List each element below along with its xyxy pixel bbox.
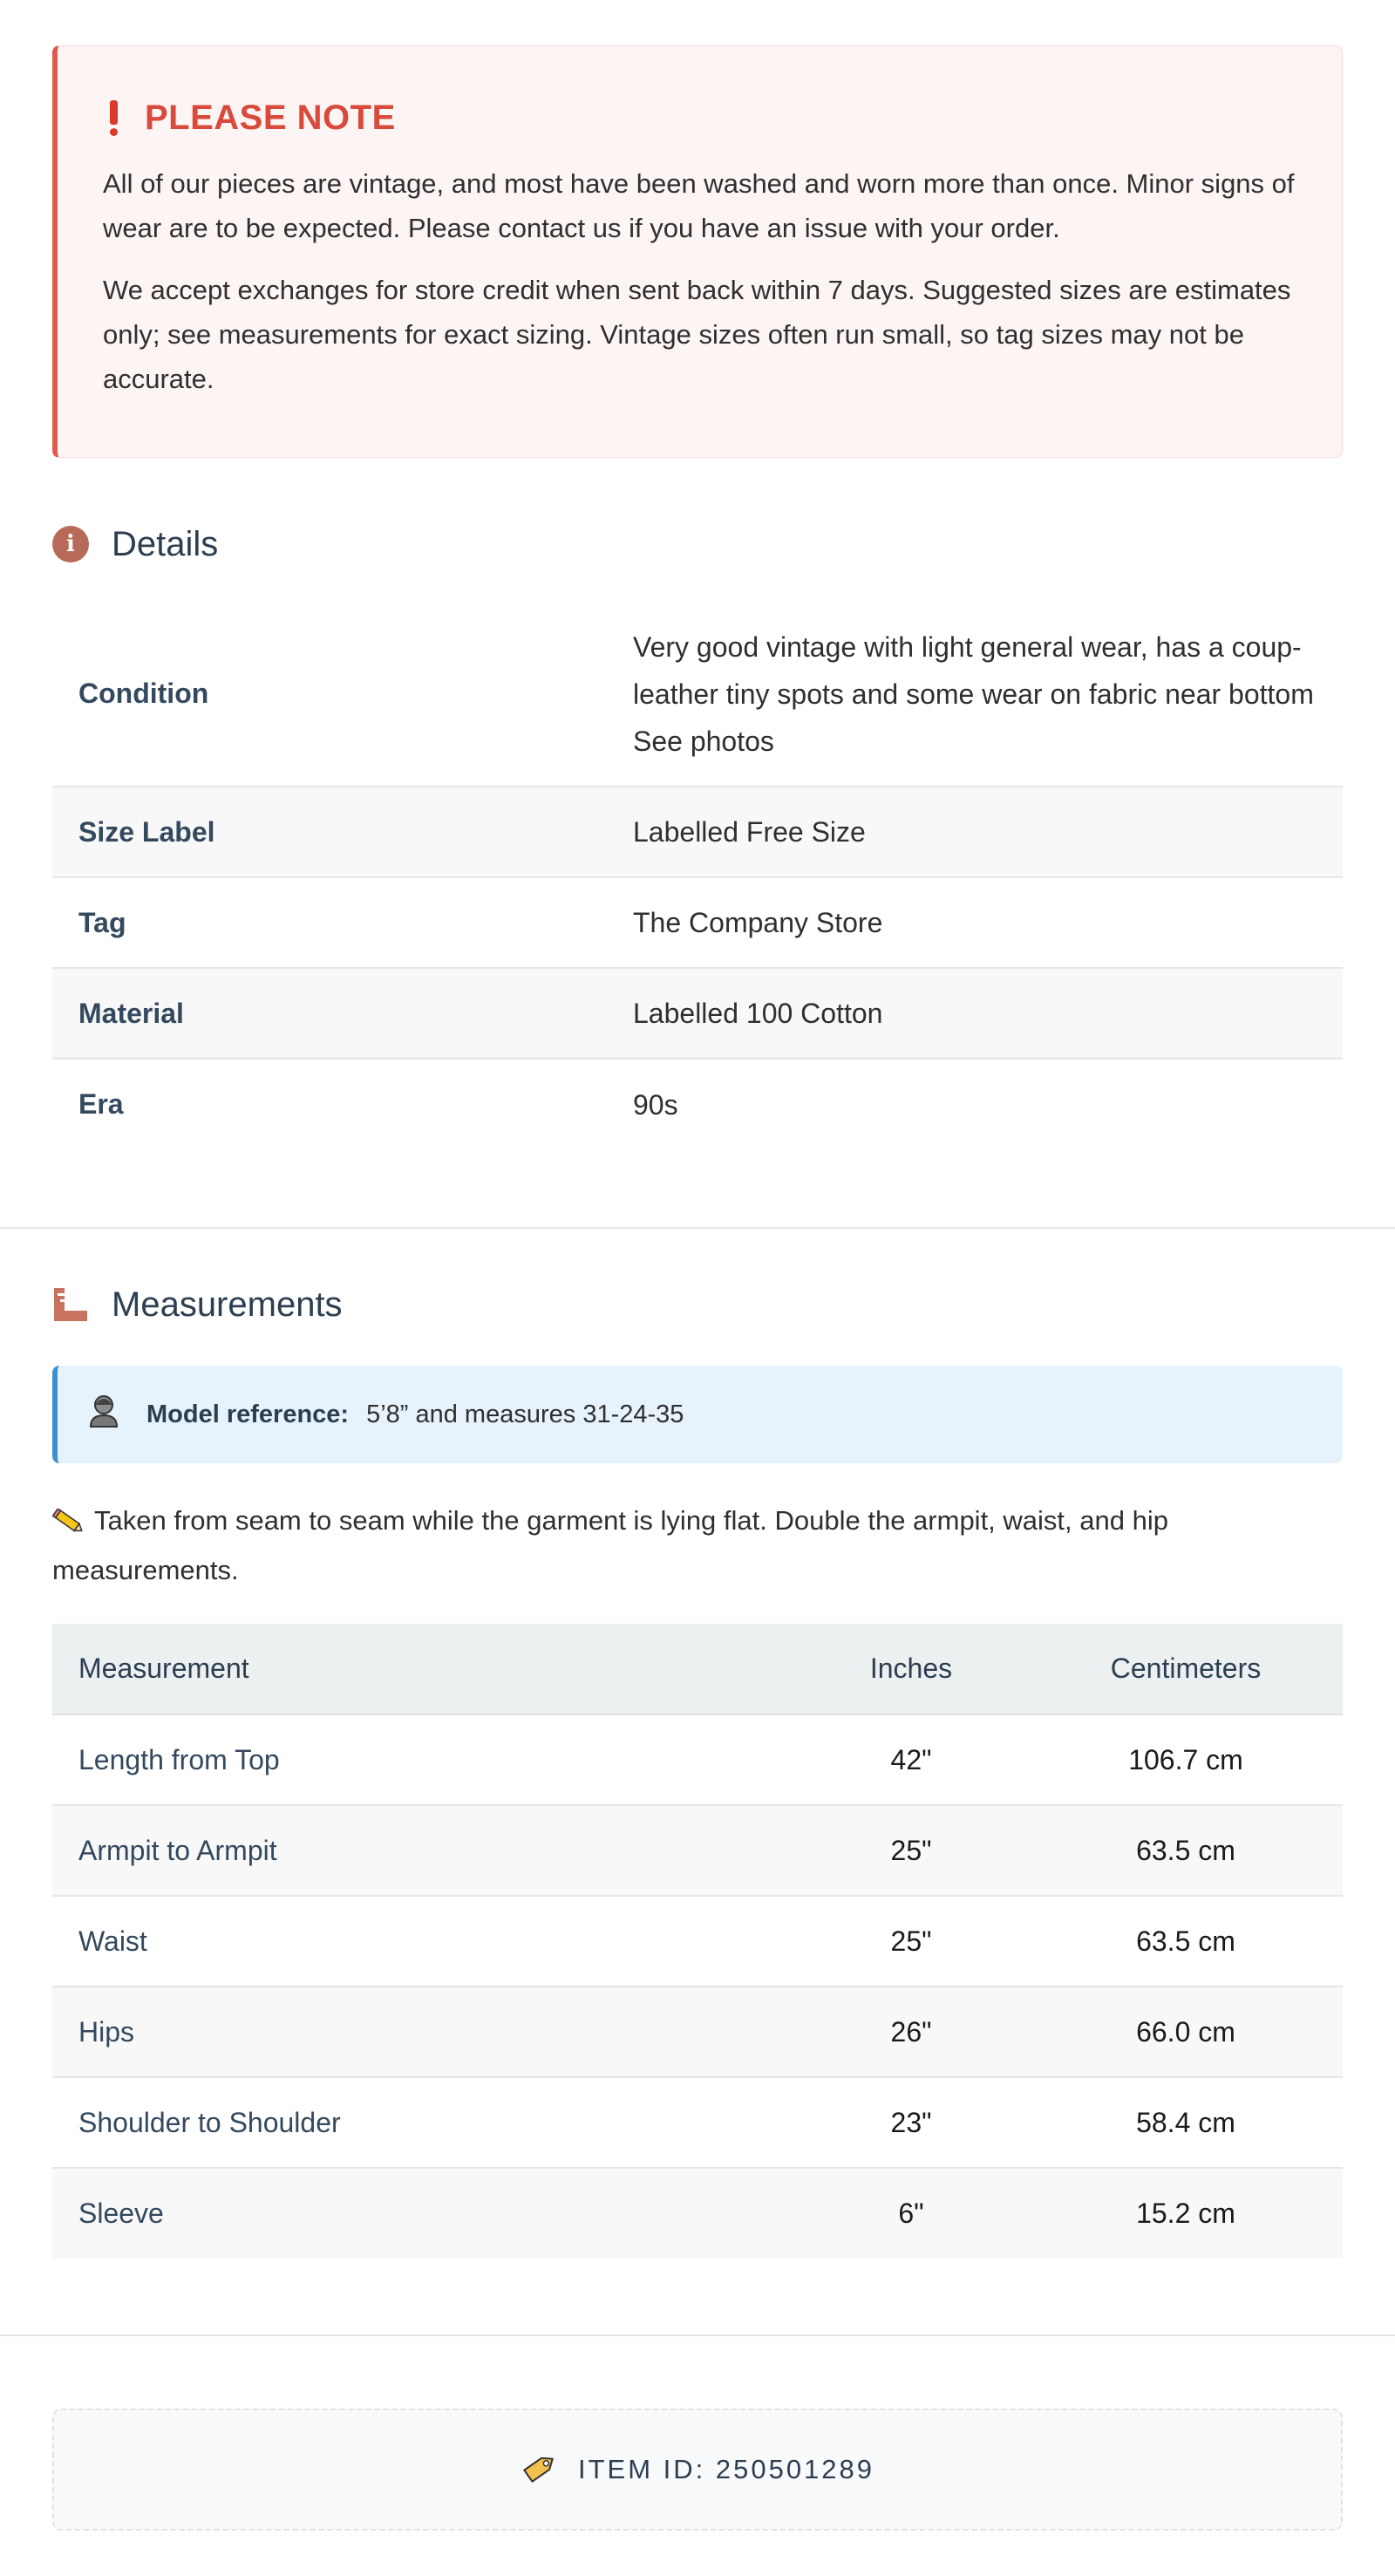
measurement-inches: 6" — [898, 2198, 924, 2229]
details-value: Labelled 100 Cotton — [633, 968, 1343, 1059]
measurement-inches: 25" — [793, 1805, 1029, 1896]
details-label: Tag — [52, 877, 633, 968]
measurement-cm: 63.5 cm — [1029, 1896, 1343, 1987]
table-row — [52, 1896, 1343, 1987]
table-row — [52, 2168, 1343, 2259]
model-reference-label: Model reference: — [146, 1400, 350, 1428]
tag-icon — [521, 2450, 559, 2490]
measurement-name: Length from Top — [52, 1714, 793, 1805]
details-row-size-label — [52, 787, 1343, 877]
details-label: Material — [52, 968, 633, 1059]
model-reference-value: 5’8” and measures 31-24-35 — [366, 1400, 684, 1428]
please-note-box — [52, 45, 1343, 458]
column-header-measurement: Measurement — [52, 1624, 793, 1714]
measurements-header-row — [52, 1624, 1343, 1714]
measurement-inches: 23" — [793, 2077, 1029, 2168]
details-row-era — [52, 1059, 1343, 1149]
notice-title: PLEASE NOTE — [145, 98, 396, 137]
exclamation-icon — [103, 100, 124, 136]
measurement-note — [52, 1498, 1343, 1592]
table-row — [52, 1714, 1343, 1805]
details-label: Era — [78, 1088, 124, 1120]
section-divider — [0, 2334, 1395, 2336]
info-icon: i — [52, 526, 89, 562]
measurement-name: Waist — [52, 1896, 793, 1987]
details-row-tag — [52, 877, 1343, 968]
measurement-cm: 106.7 cm — [1029, 1714, 1343, 1805]
measurement-inches: 25" — [793, 1896, 1029, 1987]
item-id-label: ITEM ID: 250501289 — [577, 2454, 875, 2484]
table-row — [52, 2077, 1343, 2168]
details-value: The Company Store — [633, 877, 1343, 968]
measurement-cm: 66.0 cm — [1029, 1987, 1343, 2077]
measurement-cm: 15.2 cm — [1136, 2198, 1235, 2229]
measurement-name: Armpit to Armpit — [52, 1805, 793, 1896]
measurement-cm: 58.4 cm — [1029, 2077, 1343, 2168]
ruler-icon — [52, 1286, 89, 1323]
measurements-header — [52, 1278, 343, 1331]
details-label: Size Label — [52, 787, 633, 877]
measurement-inches: 26" — [793, 1987, 1029, 2077]
details-value: Labelled Free Size — [633, 787, 1343, 877]
notice-header — [103, 97, 1296, 139]
section-divider — [0, 1227, 1395, 1229]
measurement-name: Sleeve — [78, 2198, 164, 2229]
measurement-name: Shoulder to Shoulder — [52, 2077, 793, 2168]
item-id-box — [52, 2409, 1343, 2531]
column-header-inches: Inches — [793, 1624, 1029, 1714]
notice-paragraph-exchanges: We accept exchanges for store credit when sent back within 7 days. Suggested sizes are estimates only; see measurements for exact sizing. Vintage sizes often run small, so tag sizes may not be accurate. — [103, 275, 1291, 394]
details-header — [52, 518, 218, 570]
details-title: Details — [112, 524, 219, 563]
measurement-name: Hips — [52, 1987, 793, 2077]
measurement-inches: 42" — [793, 1714, 1029, 1805]
person-icon — [89, 1394, 119, 1435]
table-row — [52, 1987, 1343, 2077]
details-value: Very good vintage with light general wear, has a coup-leather tiny spots and some wear on fabric near bottom See photos — [633, 602, 1343, 787]
model-reference-box — [52, 1366, 1343, 1463]
measurement-cm: 63.5 cm — [1029, 1805, 1343, 1896]
table-row — [52, 1805, 1343, 1896]
measurement-note-text: Taken from seam to seam while the garment is lying flat. Double the armpit, waist, and hip measurements. — [52, 1505, 1168, 1585]
details-table — [52, 602, 1343, 1149]
details-label: Condition — [52, 602, 633, 787]
notice-paragraph-wear: All of our pieces are vintage, and most have been washed and worn more than once. Minor signs of wear are to be expected. Please contact us if you have an issue with your order. — [103, 168, 1295, 243]
column-header-centimeters: Centimeters — [1029, 1624, 1343, 1714]
details-row-condition — [52, 602, 1343, 787]
details-value: 90s — [633, 1088, 678, 1121]
details-row-material — [52, 968, 1343, 1059]
measurements-title: Measurements — [112, 1285, 343, 1324]
measurements-table — [52, 1624, 1343, 2259]
pencil-icon — [52, 1503, 85, 1548]
